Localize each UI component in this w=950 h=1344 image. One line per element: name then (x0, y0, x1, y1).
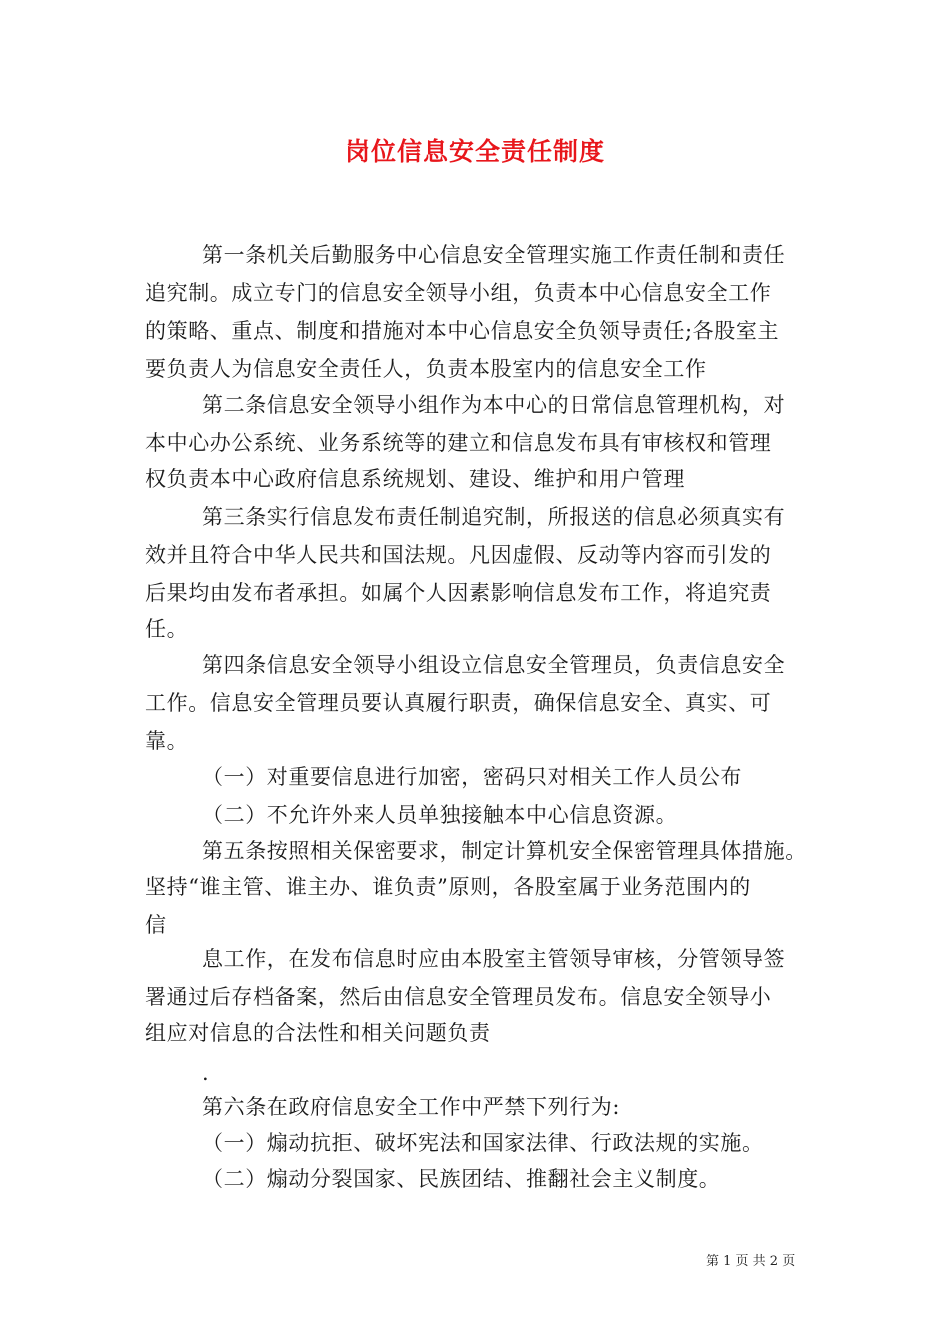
text-line: （二）煽动分裂国家、民族团结、推翻社会主义制度。 (202, 1167, 721, 1191)
text-line: . (202, 1061, 210, 1085)
text-line: 息工作，在发布信息时应由本股室主管领导审核，分管领导签 (202, 947, 786, 971)
text-line: 效并且符合中华人民共和国法规。凡因虚假、反动等内容而引发的 (145, 543, 772, 567)
text-line: （一）对重要信息进行加密，密码只对相关工作人员公布 (202, 765, 742, 789)
text-line: 第一条机关后勤服务中心信息安全管理实施工作责任制和责任 (202, 243, 786, 267)
text-line: 组应对信息的合法性和相关问题负责 (145, 1021, 491, 1045)
text-line: （二）不允许外来人员单独接触本中心信息资源。 (202, 803, 678, 827)
document-title: 岗位信息安全责任制度 (344, 137, 605, 166)
text-line: 权负责本中心政府信息系统规划、建设、维护和用户管理 (145, 467, 685, 491)
text-line: 第五条按照相关保密要求，制定计算机安全保密管理具体措施。 (202, 839, 807, 863)
text-line: 追究制。成立专门的信息安全领导小组，负责本中心信息安全工作 (145, 281, 772, 305)
text-line: 任。 (145, 617, 189, 641)
text-line: 第二条信息安全领导小组作为本中心的日常信息管理机构，对 (202, 393, 786, 417)
text-line: 信 (145, 913, 167, 937)
text-line: （一）煽动抗拒、破坏宪法和国家法律、行政法规的实施。 (202, 1131, 764, 1155)
text-line: 第三条实行信息发布责任制追究制，所报送的信息必须真实有 (202, 505, 786, 529)
text-line: 坚持“谁主管、谁主办、谁负责”原则，各股室属于业务范围内的 (145, 875, 751, 899)
text-line: 第四条信息安全领导小组设立信息安全管理员，负责信息安全 (202, 653, 786, 677)
page-number: 第 1 页 共 2 页 (706, 1254, 796, 1269)
text-line: 要负责人为信息安全责任人，负责本股室内的信息安全工作 (145, 357, 707, 381)
text-line: 的策略、重点、制度和措施对本中心信息安全负领导责任;各股室主 (145, 319, 780, 343)
text-line: 靠。 (145, 729, 189, 753)
text-line: 后果均由发布者承担。如属个人因素影响信息发布工作，将追究责 (145, 581, 772, 605)
text-line: 工作。信息安全管理员要认真履行职责，确保信息安全、真实、可 (145, 691, 772, 715)
text-line: 本中心办公系统、业务系统等的建立和信息发布具有审核权和管理 (145, 431, 772, 455)
text-line: 署通过后存档备案，然后由信息安全管理员发布。信息安全领导小 (145, 985, 772, 1009)
text-line: 第六条在政府信息安全工作中严禁下列行为: (202, 1095, 621, 1119)
